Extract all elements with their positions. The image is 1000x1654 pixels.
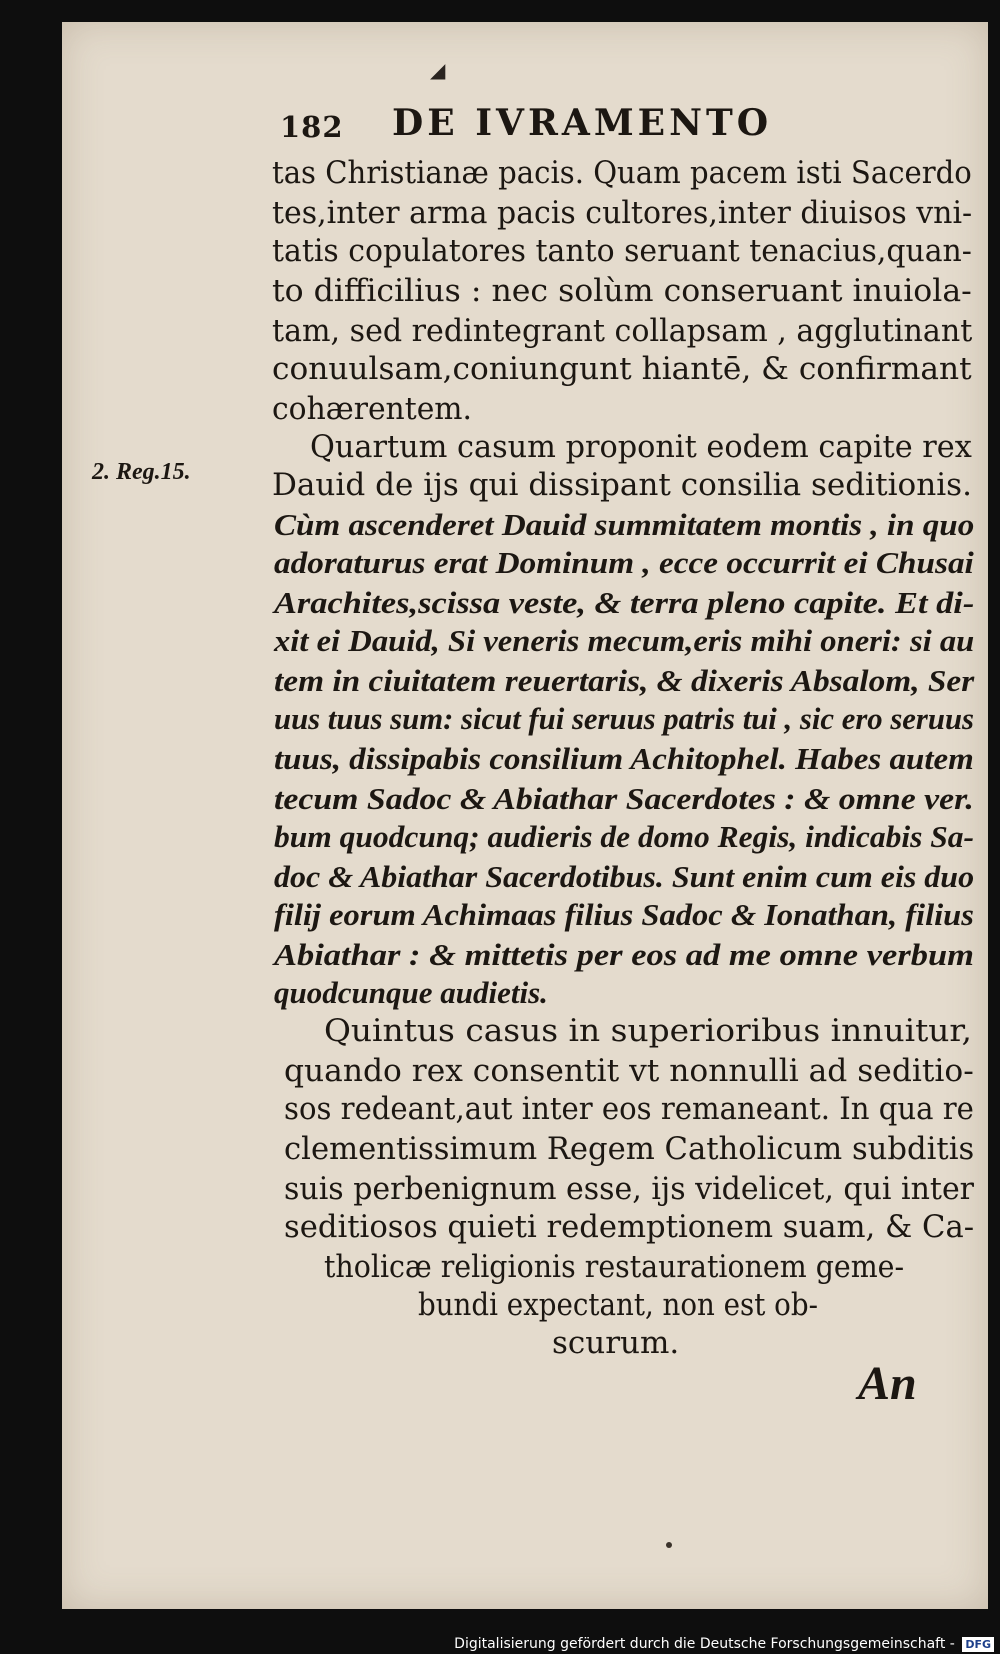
- running-title: DE IVRAMENTO: [392, 102, 773, 144]
- digitization-footer: [454, 1636, 994, 1652]
- text-line: tuus, dissipabis consilium Achitophel. Habes autem: [274, 741, 974, 776]
- text-line: conuulsam,coniungunt hiantē, & confirmant: [272, 351, 972, 387]
- text-line: uus tuus sum: sicut fui seruus patris tui , sic ero seruus: [274, 701, 975, 736]
- text-line: filij eorum Achimaas filius Sadoc & Ionathan, filius: [274, 897, 974, 932]
- text-line: seditiosos quieti redemptionem suam, & Ca-: [284, 1209, 975, 1245]
- text-line: Arachites,scissa veste, & terra pleno capite. Et di-: [274, 585, 975, 620]
- text-line: tem in ciuitatem reuertaris, & dixeris Absalom, Ser: [274, 663, 975, 698]
- book-page: [62, 22, 988, 1609]
- ink-mark: ◢: [430, 58, 446, 82]
- margin-note: 2. Reg.15.: [92, 459, 191, 485]
- text-line: Quintus casus in superioribus innuitur,: [324, 1013, 972, 1049]
- text-line: xit ei Dauid, Si veneris mecum,eris mihi oneri: si au: [274, 623, 975, 658]
- text-line: Quartum casum proponit eodem capite rex: [310, 429, 972, 465]
- page-header: [280, 102, 880, 152]
- catchword: An: [858, 1357, 917, 1410]
- text-line: tatis copulatores tanto seruant tenacius,quan-: [272, 233, 972, 269]
- text-line: quodcunque audietis.: [274, 975, 548, 1010]
- text-line: bum quodcunq; audieris de domo Regis, indicabis Sa-: [274, 819, 974, 854]
- text-line: tholicæ religionis restaurationem geme-: [324, 1249, 905, 1285]
- text-line: sos redeant,aut inter eos remaneant. In qua re: [284, 1091, 974, 1127]
- ink-dot: [666, 1542, 672, 1548]
- text-line: tam, sed redintegrant collapsam , agglutinant: [272, 313, 973, 349]
- text-line: scurum.: [552, 1325, 680, 1361]
- text-line: cohærentem.: [272, 391, 472, 427]
- dfg-logo: DFG: [962, 1637, 994, 1652]
- text-line: suis perbenignum esse, ijs videlicet, qui inter: [284, 1171, 975, 1207]
- text-line: Cùm ascenderet Dauid summitatem montis , in quo: [274, 507, 975, 542]
- text-line: quando rex consentit vt nonnulli ad seditio-: [284, 1053, 974, 1089]
- text-line: Dauid de ijs qui dissipant consilia seditionis.: [272, 467, 972, 503]
- text-line: bundi expectant, non est ob-: [418, 1287, 818, 1323]
- text-line: tas Christianæ pacis. Quam pacem isti Sacerdo: [272, 155, 972, 191]
- page-number: 182: [280, 110, 344, 144]
- text-line: Abiathar : & mittetis per eos ad me omne verbum: [274, 937, 974, 972]
- text-line: tes,inter arma pacis cultores,inter diuisos vni-: [272, 195, 973, 231]
- footer-text: Digitalisierung gefördert durch die Deutsche Forschungsgemeinschaft -: [454, 1636, 955, 1652]
- text-line: to difficilius : nec solùm conseruant inuiola-: [272, 273, 972, 309]
- text-line: tecum Sadoc & Abiathar Sacerdotes : & omne ver.: [274, 781, 974, 816]
- text-line: clementissimum Regem Catholicum subditis: [284, 1131, 975, 1167]
- text-line: adoraturus erat Dominum , ecce occurrit ei Chusai: [274, 545, 974, 580]
- text-line: doc & Abiathar Sacerdotibus. Sunt enim cum eis duo: [274, 859, 975, 894]
